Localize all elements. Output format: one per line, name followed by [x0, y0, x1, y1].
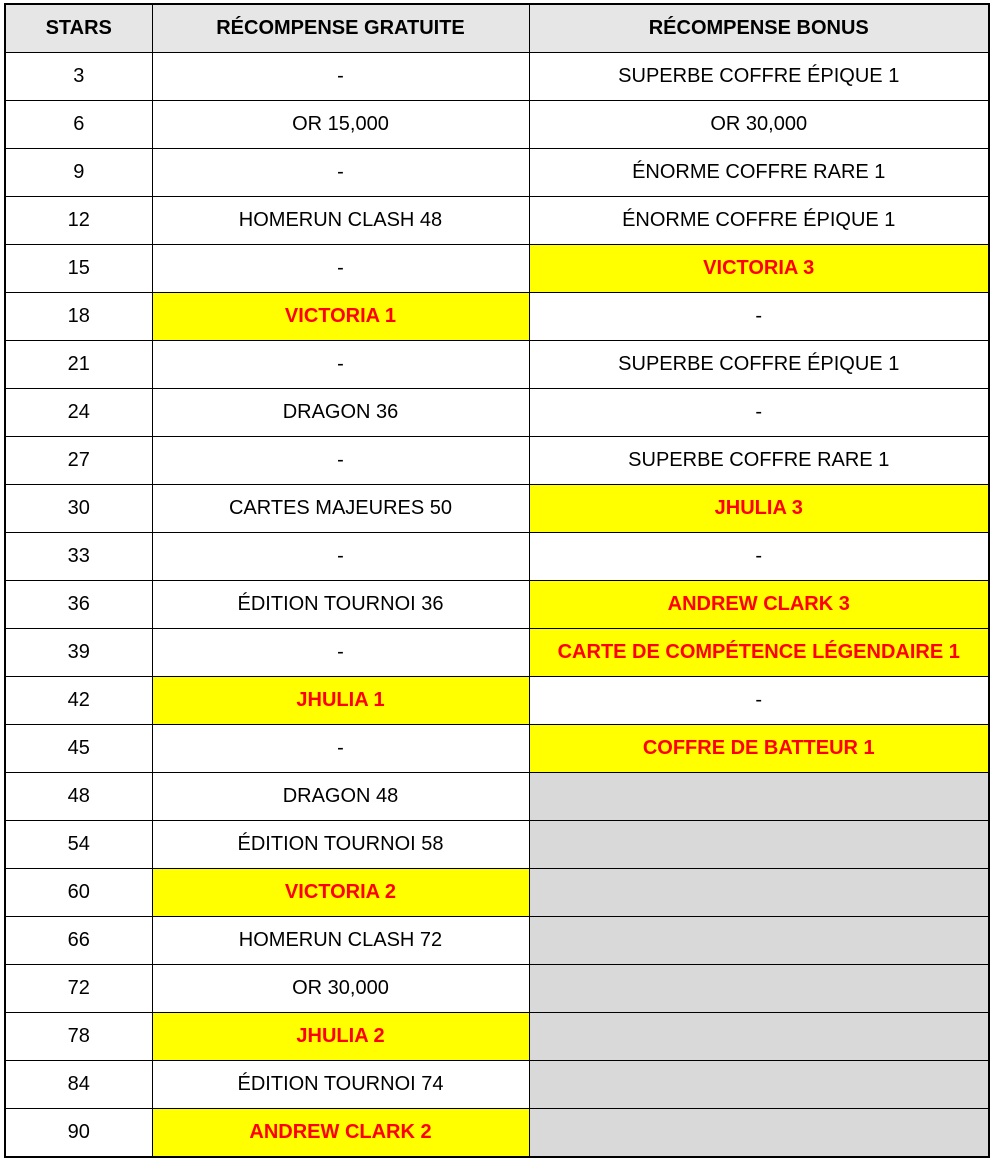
table-row — [5, 437, 989, 485]
table-row — [5, 53, 989, 101]
free-reward-cell: - — [152, 341, 529, 389]
stars-cell: 48 — [5, 773, 152, 821]
free-reward-cell: ÉDITION TOURNOI 36 — [152, 581, 529, 629]
table-row — [5, 293, 989, 341]
stars-cell: 36 — [5, 581, 152, 629]
bonus-reward-cell: SUPERBE COFFRE RARE 1 — [529, 437, 989, 485]
table-row — [5, 101, 989, 149]
bonus-reward-cell-empty — [529, 773, 989, 821]
free-reward-cell: - — [152, 149, 529, 197]
stars-cell: 39 — [5, 629, 152, 677]
stars-cell: 66 — [5, 917, 152, 965]
free-reward-cell: JHULIA 2 — [152, 1013, 529, 1061]
bonus-reward-cell: OR 30,000 — [529, 101, 989, 149]
table-row — [5, 245, 989, 293]
free-reward-cell: CARTES MAJEURES 50 — [152, 485, 529, 533]
stars-cell: 60 — [5, 869, 152, 917]
bonus-reward-cell: VICTORIA 3 — [529, 245, 989, 293]
table-row — [5, 773, 989, 821]
bonus-reward-cell: - — [529, 293, 989, 341]
stars-cell: 21 — [5, 341, 152, 389]
stars-cell: 6 — [5, 101, 152, 149]
free-reward-cell: OR 15,000 — [152, 101, 529, 149]
free-reward-cell: - — [152, 53, 529, 101]
table-row — [5, 341, 989, 389]
table-header — [5, 4, 989, 53]
free-reward-cell: HOMERUN CLASH 48 — [152, 197, 529, 245]
stars-cell: 90 — [5, 1109, 152, 1158]
bonus-reward-cell-empty — [529, 869, 989, 917]
table-row — [5, 1061, 989, 1109]
table-row — [5, 629, 989, 677]
free-reward-cell: ANDREW CLARK 2 — [152, 1109, 529, 1158]
stars-cell: 54 — [5, 821, 152, 869]
free-reward-cell: OR 30,000 — [152, 965, 529, 1013]
table-row — [5, 677, 989, 725]
rewards-table — [4, 3, 990, 1158]
bonus-reward-cell: - — [529, 677, 989, 725]
table-row — [5, 821, 989, 869]
stars-cell: 24 — [5, 389, 152, 437]
header-bonus-reward: RÉCOMPENSE BONUS — [529, 4, 989, 53]
stars-cell: 15 — [5, 245, 152, 293]
free-reward-cell: - — [152, 533, 529, 581]
header-row — [5, 4, 989, 53]
free-reward-cell: JHULIA 1 — [152, 677, 529, 725]
bonus-reward-cell: ANDREW CLARK 3 — [529, 581, 989, 629]
stars-cell: 42 — [5, 677, 152, 725]
table-row — [5, 1109, 989, 1158]
header-stars: STARS — [5, 4, 152, 53]
table-row — [5, 917, 989, 965]
stars-cell: 45 — [5, 725, 152, 773]
free-reward-cell: - — [152, 725, 529, 773]
free-reward-cell: HOMERUN CLASH 72 — [152, 917, 529, 965]
bonus-reward-cell-empty — [529, 1061, 989, 1109]
stars-cell: 18 — [5, 293, 152, 341]
stars-cell: 3 — [5, 53, 152, 101]
bonus-reward-cell: ÉNORME COFFRE ÉPIQUE 1 — [529, 197, 989, 245]
free-reward-cell: ÉDITION TOURNOI 74 — [152, 1061, 529, 1109]
table-row — [5, 725, 989, 773]
header-free-reward: RÉCOMPENSE GRATUITE — [152, 4, 529, 53]
bonus-reward-cell: - — [529, 389, 989, 437]
free-reward-cell: VICTORIA 2 — [152, 869, 529, 917]
table-row — [5, 869, 989, 917]
stars-cell: 12 — [5, 197, 152, 245]
stars-cell: 27 — [5, 437, 152, 485]
bonus-reward-cell: SUPERBE COFFRE ÉPIQUE 1 — [529, 53, 989, 101]
bonus-reward-cell-empty — [529, 917, 989, 965]
free-reward-cell: DRAGON 36 — [152, 389, 529, 437]
bonus-reward-cell: JHULIA 3 — [529, 485, 989, 533]
stars-cell: 78 — [5, 1013, 152, 1061]
bonus-reward-cell: CARTE DE COMPÉTENCE LÉGENDAIRE 1 — [529, 629, 989, 677]
stars-cell: 84 — [5, 1061, 152, 1109]
stars-cell: 9 — [5, 149, 152, 197]
table-body — [5, 53, 989, 1158]
free-reward-cell: - — [152, 629, 529, 677]
bonus-reward-cell: COFFRE DE BATTEUR 1 — [529, 725, 989, 773]
table-row — [5, 197, 989, 245]
table-row — [5, 485, 989, 533]
table-row — [5, 581, 989, 629]
free-reward-cell: - — [152, 245, 529, 293]
bonus-reward-cell-empty — [529, 1109, 989, 1158]
bonus-reward-cell-empty — [529, 1013, 989, 1061]
free-reward-cell: ÉDITION TOURNOI 58 — [152, 821, 529, 869]
stars-cell: 33 — [5, 533, 152, 581]
table-row — [5, 1013, 989, 1061]
bonus-reward-cell-empty — [529, 821, 989, 869]
stars-cell: 30 — [5, 485, 152, 533]
table-row — [5, 389, 989, 437]
stars-cell: 72 — [5, 965, 152, 1013]
bonus-reward-cell: - — [529, 533, 989, 581]
bonus-reward-cell: SUPERBE COFFRE ÉPIQUE 1 — [529, 341, 989, 389]
table-row — [5, 965, 989, 1013]
free-reward-cell: DRAGON 48 — [152, 773, 529, 821]
free-reward-cell: VICTORIA 1 — [152, 293, 529, 341]
rewards-table-container — [4, 3, 990, 1158]
bonus-reward-cell: ÉNORME COFFRE RARE 1 — [529, 149, 989, 197]
table-row — [5, 533, 989, 581]
bonus-reward-cell-empty — [529, 965, 989, 1013]
free-reward-cell: - — [152, 437, 529, 485]
table-row — [5, 149, 989, 197]
